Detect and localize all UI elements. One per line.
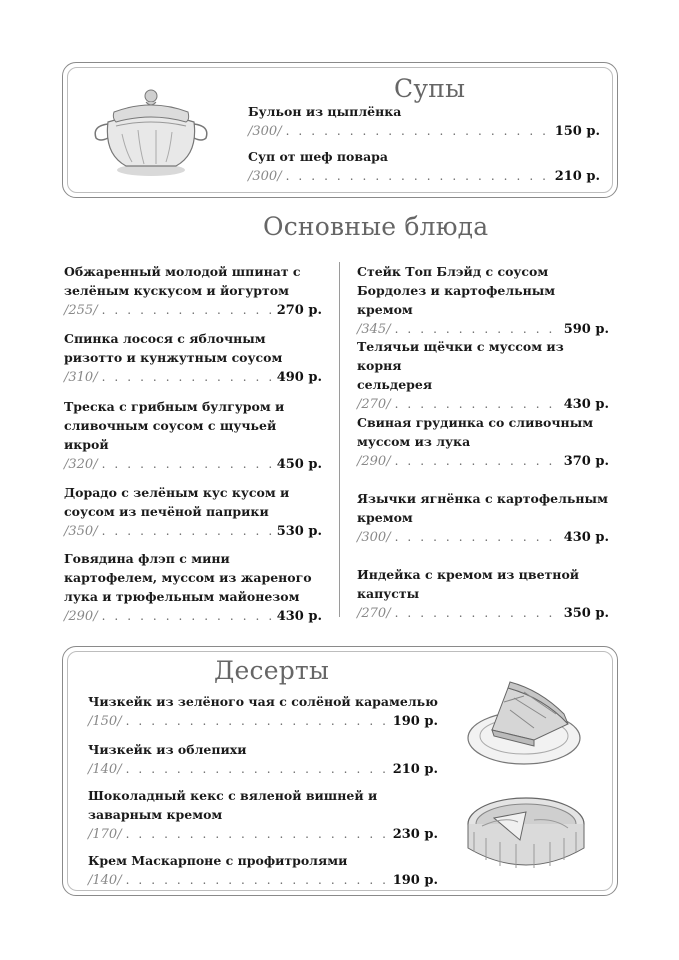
dish-name: Треска с грибным булгуром и сливочным соусом с щучьей икрой: [64, 399, 285, 452]
dish-weight: /320/: [64, 457, 98, 472]
dot-leader: [102, 606, 273, 626]
dot-leader: [126, 824, 389, 844]
dish-price: 430 р.: [563, 397, 609, 412]
dish-weight: /140/: [88, 762, 122, 777]
dot-leader: [395, 603, 560, 623]
main-item: [64, 397, 322, 475]
dish-price: 210 р.: [392, 762, 438, 777]
dish-name: Говядина флэп с мини картофелем, муссом из жареного лука и трюфельным майонезом: [64, 551, 312, 604]
soup-item: [248, 102, 600, 142]
main-item: [357, 413, 609, 472]
tart-illustration: [464, 786, 588, 886]
dish-name: Обжаренный молодой шпинат с зелёным кускусом и йогуртом: [64, 264, 301, 298]
dish-price: 210 р.: [554, 169, 600, 184]
dish-name: Стейк Топ Блэйд с соусом Бордолез и картофельным кремом: [357, 264, 556, 317]
dish-name: Чизкейк из облепихи: [88, 742, 247, 757]
dot-leader: [126, 711, 389, 731]
dish-price: 530 р.: [276, 524, 322, 539]
dish-weight: /270/: [357, 606, 391, 621]
dot-leader: [395, 451, 560, 471]
main-item: [64, 549, 322, 627]
dish-weight: /270/: [357, 397, 391, 412]
dessert-item: [88, 692, 438, 732]
dot-leader: [286, 121, 551, 141]
dot-leader: [286, 166, 551, 186]
dish-weight: /170/: [88, 827, 122, 842]
dish-name: Суп от шеф повара: [248, 149, 389, 164]
dish-price: 490 р.: [276, 370, 322, 385]
soup-item: [248, 147, 600, 187]
dish-price: 230 р.: [392, 827, 438, 842]
dish-weight: /150/: [88, 714, 122, 729]
dish-weight: /300/: [248, 124, 282, 139]
dish-price: 150 р.: [554, 124, 600, 139]
dish-price: 430 р.: [563, 530, 609, 545]
dish-price: 190 р.: [392, 873, 438, 888]
dish-weight: /255/: [64, 303, 98, 318]
dish-weight: /310/: [64, 370, 98, 385]
soup-tureen-illustration: [86, 82, 216, 182]
main-item: [357, 489, 609, 548]
dot-leader: [126, 870, 389, 890]
dot-leader: [102, 454, 273, 474]
dish-name: Язычки ягнёнка с картофельным кремом: [357, 491, 608, 525]
column-divider: [339, 262, 340, 617]
dish-weight: /140/: [88, 873, 122, 888]
main-item: [64, 262, 322, 321]
dish-price: 370 р.: [563, 454, 609, 469]
dish-name: Бульон из цыплёнка: [248, 104, 402, 119]
main-item: [357, 565, 609, 624]
main-item: [357, 337, 609, 415]
dot-leader: [126, 759, 389, 779]
dish-weight: /345/: [357, 322, 391, 337]
dish-price: 270 р.: [276, 303, 322, 318]
dot-leader: [395, 319, 560, 339]
dish-name: Свиная грудинка со сливочным муссом из лука: [357, 415, 594, 449]
dish-name: Индейка с кремом из цветной капусты: [357, 567, 580, 601]
main-item: [357, 262, 609, 340]
dessert-item: [88, 786, 438, 845]
dot-leader: [395, 394, 560, 414]
dish-weight: /300/: [248, 169, 282, 184]
dot-leader: [395, 527, 560, 547]
dish-name: Спинка лосося с яблочным ризотто и кунжутным соусом: [64, 331, 283, 365]
dessert-item: [88, 851, 438, 891]
dot-leader: [102, 367, 273, 387]
dish-weight: /290/: [64, 609, 98, 624]
desserts-title: Десерты: [214, 656, 330, 685]
dish-weight: /350/: [64, 524, 98, 539]
dot-leader: [102, 300, 273, 320]
dot-leader: [102, 521, 273, 541]
soups-title: Супы: [394, 74, 466, 103]
dish-weight: /290/: [357, 454, 391, 469]
dish-price: 450 р.: [276, 457, 322, 472]
main-item: [64, 329, 322, 388]
dish-name: Дорадо с зелёным кус кусом и соусом из печёной паприки: [64, 485, 290, 519]
dish-price: 430 р.: [276, 609, 322, 624]
dish-name: Шоколадный кекс с вяленой вишней и заварным кремом: [88, 788, 378, 822]
mains-title: Основные блюда: [263, 212, 489, 241]
dish-price: 350 р.: [563, 606, 609, 621]
dessert-item: [88, 740, 438, 780]
dish-weight: /300/: [357, 530, 391, 545]
dish-name: Крем Маскарпоне с профитролями: [88, 853, 348, 868]
dish-name: Чизкейк из зелёного чая с солёной карамелью: [88, 694, 438, 709]
main-item: [64, 483, 322, 542]
pie-slice-illustration: [464, 674, 588, 770]
dish-price: 590 р.: [563, 322, 609, 337]
dish-price: 190 р.: [392, 714, 438, 729]
dish-name: Телячьи щёчки с муссом из корня сельдерея: [357, 339, 564, 392]
